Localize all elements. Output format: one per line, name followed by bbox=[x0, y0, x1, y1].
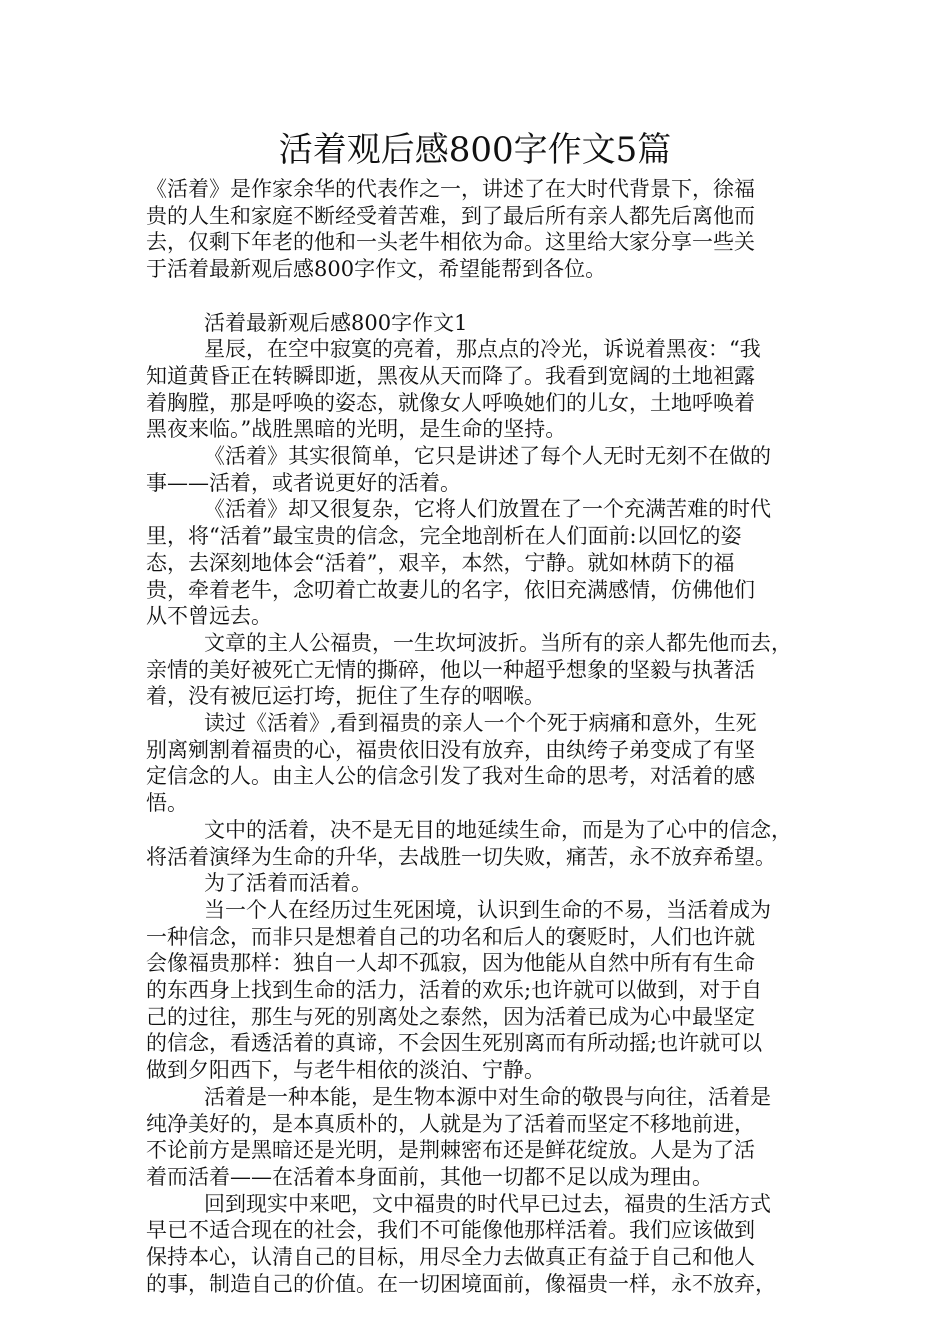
text-line: 着而活着——在活着本身面前，其他一切都不足以成为理由。 bbox=[146, 1165, 713, 1189]
intro-paragraph bbox=[146, 176, 814, 283]
paragraph-spacer bbox=[146, 283, 814, 310]
text-line: 会像福贵那样：独自一人却不孤寂，因为他能从自然中所有有生命 bbox=[146, 951, 755, 976]
text-line: 知道黄昏正在转瞬即逝，黑夜从天而降了。我看到宽阔的土地袒露 bbox=[146, 363, 755, 388]
text-line: 贵，牵着老牛，念叨着亡故妻儿的名字，依旧充满感情，仿佛他们 bbox=[146, 577, 755, 602]
text-line: 不论前方是黑暗还是光明，是荆棘密布还是鲜花绽放。人是为了活 bbox=[146, 1138, 755, 1163]
text-line: 贵的人生和家庭不断经受着苦难，到了最后所有亲人都先后离他而 bbox=[146, 203, 755, 228]
text-line: 的东西身上找到生命的活力，活着的欢乐;也许就可以做到，对于自 bbox=[146, 978, 763, 1003]
text-line: 纯净美好的，是本真质朴的，人就是为了活着而坚定不移地前进， bbox=[146, 1111, 755, 1136]
text-line: 保持本心，认清自己的目标，用尽全力去做真正有益于自己和他人 bbox=[146, 1245, 755, 1270]
text-line: 去，仅剩下年老的他和一头老牛相依为命。这里给大家分享一些关 bbox=[146, 230, 755, 255]
text-line: 黑夜来临。”战胜黑暗的光明，是生命的坚持。 bbox=[146, 417, 567, 442]
text-line: 定信念的人。由主人公的信念引发了我对生命的思考，对活着的感 bbox=[146, 764, 755, 789]
text-line: 早已不适合现在的社会，我们不可能像他那样活着。我们应该做到 bbox=[146, 1218, 755, 1243]
text-line: 文中的活着，决不是无目的地延续生命，而是为了心中的信念， bbox=[204, 817, 792, 842]
text-line: 事——活着，或者说更好的活着。 bbox=[146, 470, 461, 495]
text-line: 于活着最新观后感800字作文，希望能帮到各位。 bbox=[146, 257, 607, 282]
body-paragraph bbox=[146, 870, 814, 897]
section-heading bbox=[146, 310, 814, 337]
body-paragraph bbox=[146, 897, 814, 1084]
text-line: 做到夕阳西下，与老牛相依的淡泊、宁静。 bbox=[146, 1058, 545, 1083]
body-paragraph bbox=[146, 817, 814, 870]
text-line: 将活着演绎为生命的升华，去战胜一切失败，痛苦，永不放弃希望。 bbox=[146, 844, 776, 869]
body-paragraph bbox=[146, 630, 814, 710]
text-line: 一种信念，而非只是想着自己的功名和后人的褒贬时，人们也许就 bbox=[146, 924, 755, 949]
text-line: 《活着》却又很复杂，它将人们放置在了一个充满苦难的时代 bbox=[204, 497, 771, 522]
text-line: 《活着》是作家余华的代表作之一，讲述了在大时代背景下，徐福 bbox=[146, 177, 755, 201]
text-line: 态，去深刻地体会“活着”，艰辛，本然，宁静。就如林荫下的福 bbox=[146, 550, 735, 575]
text-line: 别离剜割着福贵的心，福贵依旧没有放弃，由纨绔子弟变成了有坚 bbox=[146, 737, 755, 762]
section-heading-text: 活着最新观后感800字作文1 bbox=[204, 310, 468, 335]
text-line: 回到现实中来吧，文中福贵的时代早已过去，福贵的生活方式 bbox=[204, 1191, 771, 1216]
text-line: 里，将“活着”最宝贵的信念，完全地剖析在人们面前:以回忆的姿 bbox=[146, 524, 742, 549]
text-line: 从不曾远去。 bbox=[146, 604, 272, 629]
text-line: 为了活着而活着。 bbox=[204, 871, 372, 896]
text-line: 星辰，在空中寂寞的亮着，那点点的冷光，诉说着黑夜：“我 bbox=[204, 337, 761, 362]
body-paragraph bbox=[146, 336, 814, 443]
text-line: 的信念，看透活着的真谛，不会因生死别离而有所动摇;也许就可以 bbox=[146, 1031, 763, 1056]
text-line: 的事，制造自己的价值。在一切困境面前，像福贵一样，永不放弃， bbox=[146, 1271, 776, 1296]
body-paragraph bbox=[146, 1191, 814, 1298]
text-line: 读过《活着》,看到福贵的亲人一个个死于病痛和意外，生死 bbox=[204, 711, 757, 736]
text-line: 活着是一种本能，是生物本源中对生命的敬畏与向往，活着是 bbox=[204, 1084, 771, 1109]
document-title: 活着观后感800字作文5篇 bbox=[278, 130, 672, 170]
document-body bbox=[146, 176, 814, 1298]
text-line: 当一个人在经历过生死困境，认识到生命的不易，当活着成为 bbox=[204, 897, 771, 922]
text-line: 亲情的美好被死亡无情的撕碎，他以一种超乎想象的坚毅与执著活 bbox=[146, 657, 755, 682]
body-paragraph bbox=[146, 443, 814, 496]
text-line: 着，没有被厄运打垮，扼住了生存的咽喉。 bbox=[146, 684, 545, 709]
text-line: 文章的主人公福贵，一生坎坷波折。当所有的亲人都先他而去， bbox=[204, 630, 792, 655]
body-paragraph bbox=[146, 496, 814, 630]
text-line: 《活着》其实很简单，它只是讲述了每个人无时无刻不在做的 bbox=[204, 444, 771, 469]
text-line: 己的过往，那生与死的别离处之泰然，因为活着已成为心中最坚定 bbox=[146, 1004, 755, 1029]
text-line: 着胸膛，那是呼唤的姿态，就像女人呼唤她们的儿女，土地呼唤着 bbox=[146, 390, 755, 415]
text-line: 悟。 bbox=[146, 791, 188, 816]
body-paragraph bbox=[146, 1084, 814, 1191]
body-paragraph bbox=[146, 710, 814, 817]
